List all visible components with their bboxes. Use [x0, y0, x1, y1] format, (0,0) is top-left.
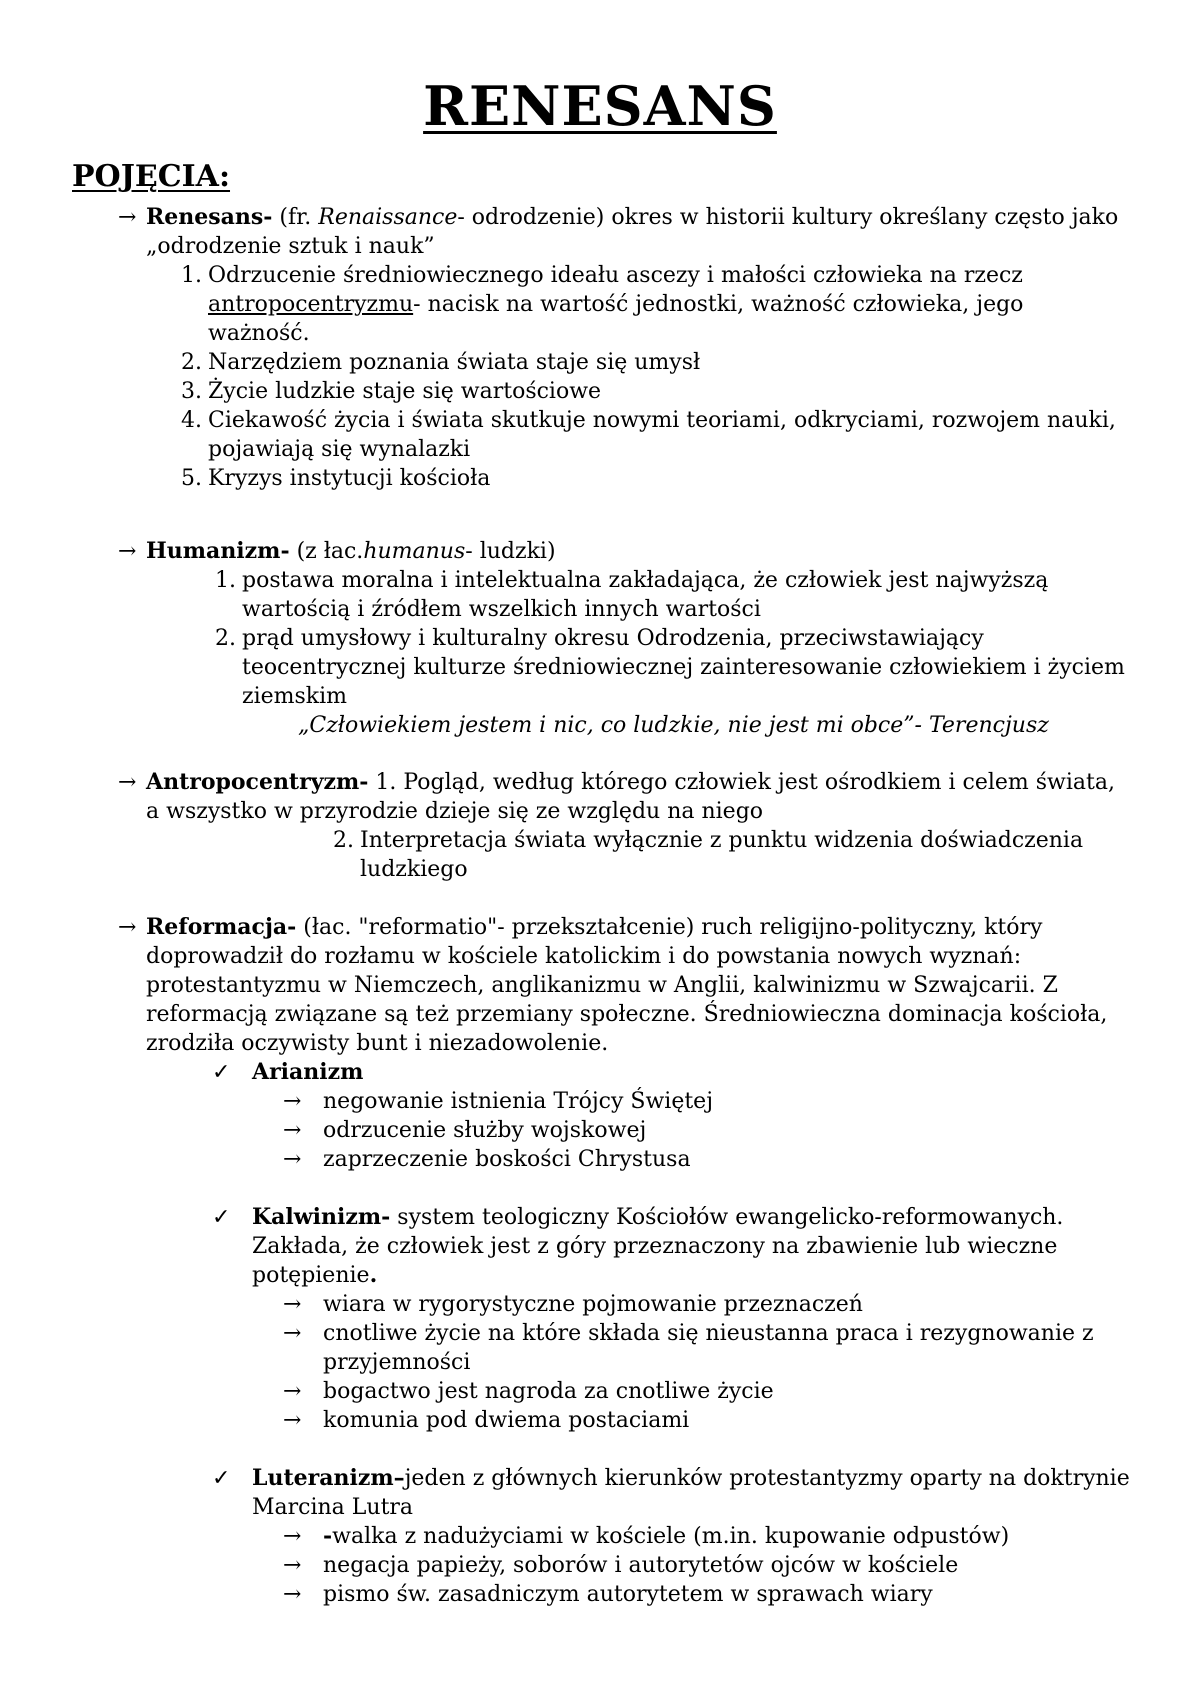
quote-terencjusz: „Człowiekiem jestem i nic, co ludzkie, nie jest mi obce”- Terencjusz	[298, 713, 1049, 738]
term-reformacja: Reformacja-	[146, 914, 297, 940]
arrow-icon: →	[283, 1379, 302, 1404]
entry-humanizm	[118, 537, 1128, 711]
definition-text: (z łac.	[289, 539, 364, 564]
item-number: 2.	[215, 626, 236, 651]
underlined-term: antropocentryzmu	[208, 292, 414, 317]
arrow-icon: →	[118, 770, 137, 795]
arrow-icon: →	[283, 1582, 302, 1607]
item-number: 1.	[215, 568, 236, 593]
item-text: Narzędziem poznania świata staje się umysł	[208, 350, 701, 375]
arrow-icon: →	[118, 915, 137, 940]
item-text: - nacisk na wartość jednostki, ważność człowieka, jego ważność.	[208, 292, 1024, 346]
luteranizm-list	[252, 1522, 1132, 1609]
list-item	[168, 406, 1128, 464]
list-item	[283, 1522, 1132, 1551]
item-text: pismo św. zasadniczym autorytetem w sprawach wiary	[323, 1582, 933, 1607]
renesans-list	[168, 261, 1128, 493]
definition-text: Renaissance	[318, 205, 458, 230]
item-text: Życie ludzkie staje się wartościowe	[208, 379, 602, 404]
item-text: negowanie istnienia Trójcy Świętej	[323, 1089, 714, 1114]
list-item	[283, 1116, 1132, 1145]
definition-text: 1. Pogląd, według którego człowiek jest ośrodkiem i celem świata, a wszystko w przyrodzie dzieje się ze względu na niego	[146, 770, 1115, 824]
definition-text: system teologiczny Kościołów ewangelicko-reformowanych. Zakłada, że człowiek jest z góry przeznaczony na zbawienie lub wieczne potępienie	[252, 1205, 1064, 1288]
kalwinizm-list	[252, 1290, 1132, 1435]
arrow-icon: →	[283, 1524, 302, 1549]
entry-kalwinizm	[212, 1203, 1132, 1435]
entry-luteranizm	[212, 1464, 1132, 1609]
checkmark-icon: ✓	[212, 1466, 231, 1491]
item-text: walka z nadużyciami w kościele (m.in. kupowanie odpustów)	[332, 1524, 1010, 1549]
list-item	[283, 1406, 1132, 1435]
term-antropocentryzm: Antropocentryzm-	[146, 769, 369, 795]
item-number: 2.	[333, 828, 354, 853]
list-item	[283, 1290, 1132, 1319]
checkmark-icon: ✓	[212, 1060, 231, 1085]
arrow-icon: →	[283, 1118, 302, 1143]
term-arianizm: Arianizm	[252, 1059, 364, 1085]
item-text: postawa moralna i intelektualna zakładająca, że człowiek jest najwyższą wartością i źródłem wszelkich innych wartości	[242, 568, 1049, 622]
item-number: 2.	[181, 350, 202, 375]
item-text: wiara w rygorystyczne pojmowanie przeznaczeń	[323, 1292, 863, 1317]
item-number: 4.	[181, 408, 202, 433]
humanizm-list	[202, 566, 1128, 711]
list-item	[168, 464, 1128, 493]
list-item	[283, 1319, 1132, 1377]
arrow-icon: →	[283, 1147, 302, 1172]
arrow-icon: →	[283, 1408, 302, 1433]
antropocentryzm-list	[320, 826, 1128, 884]
entry-reformacja	[118, 913, 1128, 1058]
item-number: 1.	[181, 263, 202, 288]
item-text: zaprzeczenie boskości Chrystusa	[323, 1147, 691, 1172]
item-text: Kryzys instytucji kościoła	[208, 466, 491, 491]
arrow-icon: →	[283, 1089, 302, 1114]
definition-text: (fr.	[272, 205, 319, 230]
item-number: 3.	[181, 379, 202, 404]
arrow-icon: →	[283, 1292, 302, 1317]
arrow-icon: →	[283, 1553, 302, 1578]
definition-text: humanus	[363, 539, 466, 564]
item-text: Ciekawość życia i świata skutkuje nowymi teoriami, odkryciami, rozwojem nauki, pojawiają się wynalazki	[208, 408, 1116, 462]
item-text: Odrzucenie średniowiecznego ideału ascezy i małości człowieka na rzecz	[208, 263, 1023, 288]
definition-text: jeden z głównych kierunków protestantyzmy oparty na doktrynie Marcina Lutra	[252, 1466, 1130, 1520]
term-luteranizm: Luteranizm–	[252, 1465, 405, 1491]
list-item	[202, 624, 1128, 711]
item-text: cnotliwe życie na które składa się nieustanna praca i rezygnowanie z przyjemności	[323, 1321, 1094, 1375]
definition-text: - ludzki)	[465, 539, 556, 564]
list-item	[283, 1580, 1132, 1609]
entry-arianizm	[212, 1058, 1132, 1174]
list-item	[320, 826, 1128, 884]
item-dash: -	[323, 1523, 333, 1549]
term-kalwinizm: Kalwinizm-	[252, 1204, 391, 1230]
term-renesans: Renesans-	[146, 204, 273, 230]
item-text: bogactwo jest nagroda za cnotliwe życie	[323, 1379, 774, 1404]
list-item	[283, 1377, 1132, 1406]
item-number: 5.	[181, 466, 202, 491]
list-item	[168, 261, 1128, 348]
definition-text: (łac. "reformatio"- przekształcenie) ruch religijno-polityczny, który doprowadził do rozłamu w kościele katolickim i do powstania nowych wyznań: protestantyzmu w Niemczech, anglikanizmu w Anglii, kalwinizmu w Szwajcarii. Z reformacją związane są też przemiany społeczne. Średniowieczna dominacja kościoła, zrodziła oczywisty bunt i niezadowolenie.	[146, 915, 1108, 1056]
arrow-icon: →	[118, 539, 137, 564]
item-text: prąd umysłowy i kulturalny okresu Odrodzenia, przeciwstawiający teocentrycznej kulturze średniowiecznej zainteresowanie człowiekiem i życiem ziemskim	[242, 626, 1125, 709]
list-item	[168, 377, 1128, 406]
definition-text: - odrodzenie) okres w historii kultury określany często jako „odrodzenie sztuk i nauk”	[146, 205, 1119, 259]
list-item	[283, 1551, 1132, 1580]
arrow-icon: →	[118, 205, 137, 230]
page-title: RENESANS	[423, 74, 777, 138]
entry-antropocentryzm	[118, 768, 1128, 884]
list-item	[168, 348, 1128, 377]
definition-end: .	[369, 1262, 378, 1288]
list-item	[202, 566, 1128, 624]
list-item	[283, 1145, 1132, 1174]
entry-renesans	[118, 203, 1128, 493]
term-humanizm: Humanizm-	[146, 538, 290, 564]
list-item	[283, 1087, 1132, 1116]
item-text: odrzucenie służby wojskowej	[323, 1118, 647, 1143]
item-text: Interpretacja świata wyłącznie z punktu widzenia doświadczenia ludzkiego	[360, 828, 1084, 882]
item-text: komunia pod dwiema postaciami	[323, 1408, 690, 1433]
checkmark-icon: ✓	[212, 1205, 231, 1230]
arianizm-list	[252, 1087, 1132, 1174]
arrow-icon: →	[283, 1321, 302, 1346]
section-heading: POJĘCIA:	[72, 159, 231, 194]
item-text: negacja papieży, soborów i autorytetów ojców w kościele	[323, 1553, 959, 1578]
